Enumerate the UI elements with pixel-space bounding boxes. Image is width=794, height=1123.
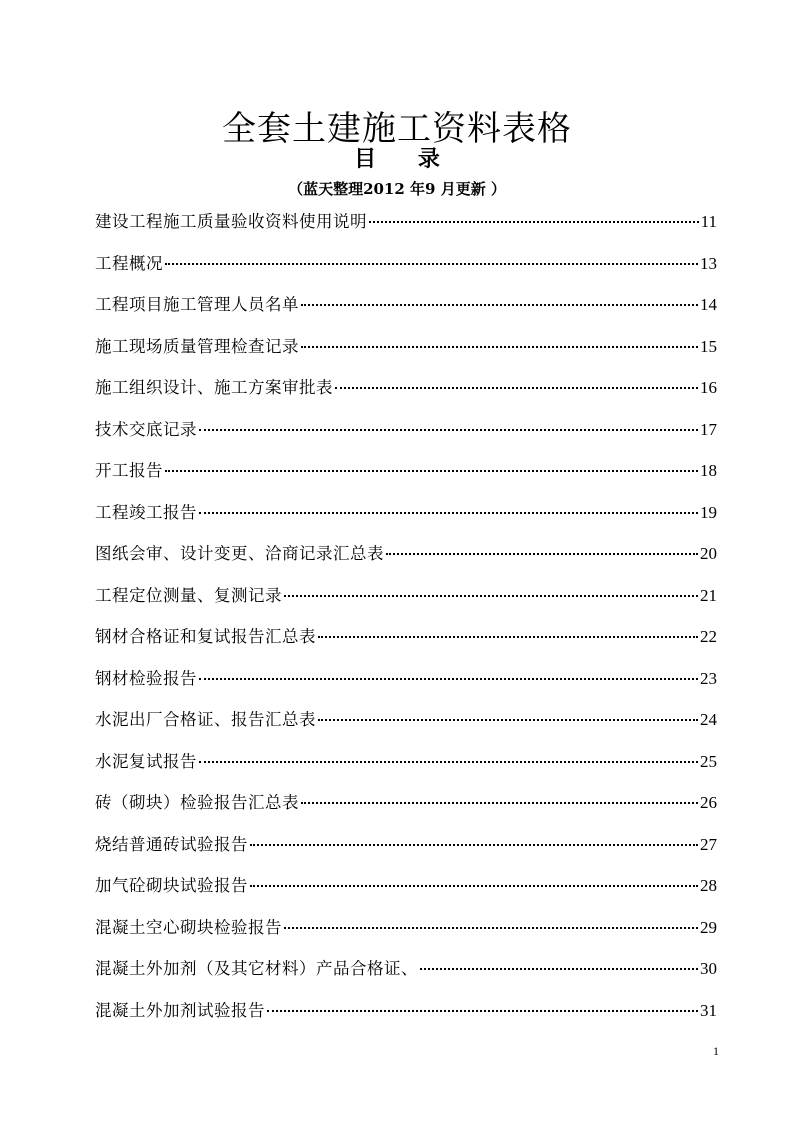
toc-entry-page: 24 <box>700 710 717 729</box>
toc-entry-page: 29 <box>700 917 717 937</box>
toc-entry[interactable] <box>95 619 717 661</box>
toc-dot-leader <box>284 927 698 929</box>
toc-dot-leader <box>199 761 698 763</box>
toc-dot-leader <box>318 636 698 638</box>
toc-entry[interactable] <box>95 993 717 1035</box>
toc-entry-label: 工程竣工报告 <box>95 502 197 522</box>
toc-entry-page: 28 <box>700 876 717 895</box>
toc-dot-leader <box>165 263 698 265</box>
toc-entry-label: 技术交底记录 <box>95 419 197 439</box>
toc-entry-label: 烧结普通砖试验报告 <box>95 834 248 854</box>
toc-entry-label: 混凝土外加剂试验报告 <box>95 1000 265 1020</box>
toc-entry[interactable] <box>95 412 717 454</box>
toc-entry[interactable] <box>95 702 717 744</box>
toc-entry-page: 17 <box>700 419 717 439</box>
toc-entry-label: 砖（砌块）检验报告汇总表 <box>95 793 299 812</box>
toc-entry[interactable] <box>95 370 717 412</box>
toc-subtitle: （蓝天整理2012 年9 月更新 ） <box>288 180 506 198</box>
toc-entry-page: 21 <box>700 585 717 605</box>
toc-entry-label: 钢材检验报告 <box>95 668 197 688</box>
toc-entry-page: 14 <box>700 295 717 314</box>
toc-entry[interactable] <box>95 287 717 329</box>
toc-dot-leader <box>250 844 698 846</box>
toc-entry-page: 18 <box>700 461 717 480</box>
toc-entry[interactable] <box>95 453 717 495</box>
toc-dot-leader <box>301 304 698 306</box>
toc-dot-leader <box>420 968 698 970</box>
toc-entry-page: 13 <box>700 253 717 273</box>
toc-entry-page: 25 <box>700 751 717 771</box>
toc-entry[interactable] <box>95 204 717 246</box>
toc-entry-label: 施工组织设计、施工方案审批表 <box>95 378 333 397</box>
toc-entry-label: 工程项目施工管理人员名单 <box>95 295 299 314</box>
toc-entry-page: 27 <box>700 834 717 854</box>
toc-dot-leader <box>335 387 698 389</box>
toc-dot-leader <box>199 512 698 514</box>
toc-entry[interactable] <box>95 536 717 578</box>
toc-entry-label: 工程概况 <box>95 253 163 273</box>
page-number: 1 <box>713 1044 719 1058</box>
toc-dot-leader <box>284 595 698 597</box>
toc-entry-page: 31 <box>700 1000 717 1020</box>
toc-entry-label: 混凝土外加剂（及其它材料）产品合格证、 <box>95 959 418 978</box>
toc-dot-leader <box>386 553 698 555</box>
toc-dot-leader <box>199 678 698 680</box>
toc-dot-leader <box>369 221 699 223</box>
toc-entry-label: 建设工程施工质量验收资料使用说明 <box>95 212 367 231</box>
toc-entry-label: 水泥出厂合格证、报告汇总表 <box>95 710 316 729</box>
toc-entry[interactable] <box>95 827 717 869</box>
toc-entry[interactable] <box>95 329 717 371</box>
toc-entry-page: 16 <box>700 378 717 397</box>
toc-dot-leader <box>301 346 698 348</box>
toc-entry-label: 钢材合格证和复试报告汇总表 <box>95 627 316 646</box>
toc-entry[interactable] <box>95 910 717 952</box>
toc-entry-label: 加气砼砌块试验报告 <box>95 876 248 895</box>
toc-entry[interactable] <box>95 744 717 786</box>
toc-dot-leader <box>301 802 698 804</box>
toc-entry-label: 施工现场质量管理检查记录 <box>95 336 299 356</box>
toc-entry[interactable] <box>95 578 717 620</box>
toc-entry-label: 混凝土空心砌块检验报告 <box>95 917 282 937</box>
table-of-contents <box>95 204 717 1034</box>
toc-dot-leader <box>267 1010 698 1012</box>
toc-entry[interactable] <box>95 661 717 703</box>
document-title: 全套土建施工资料表格 <box>222 108 572 149</box>
toc-entry-label: 水泥复试报告 <box>95 751 197 771</box>
toc-entry-label: 开工报告 <box>95 461 163 480</box>
toc-entry-page: 15 <box>700 336 717 356</box>
toc-entry[interactable] <box>95 785 717 827</box>
toc-entry-page: 19 <box>700 502 717 522</box>
toc-entry-label: 图纸会审、设计变更、洽商记录汇总表 <box>95 544 384 563</box>
toc-entry[interactable] <box>95 868 717 910</box>
toc-entry-page: 20 <box>700 544 717 563</box>
toc-entry[interactable] <box>95 951 717 993</box>
toc-entry[interactable] <box>95 246 717 288</box>
toc-entry-page: 26 <box>700 793 717 812</box>
toc-heading: 目 录 <box>354 146 440 172</box>
toc-entry-page: 11 <box>700 212 717 231</box>
toc-dot-leader <box>250 885 698 887</box>
toc-entry-page: 22 <box>700 627 717 646</box>
toc-entry[interactable] <box>95 495 717 537</box>
toc-dot-leader <box>165 470 698 472</box>
toc-dot-leader <box>199 429 698 431</box>
toc-dot-leader <box>318 719 698 721</box>
toc-entry-page: 23 <box>700 668 717 688</box>
toc-entry-label: 工程定位测量、复测记录 <box>95 585 282 605</box>
toc-entry-page: 30 <box>700 959 717 978</box>
